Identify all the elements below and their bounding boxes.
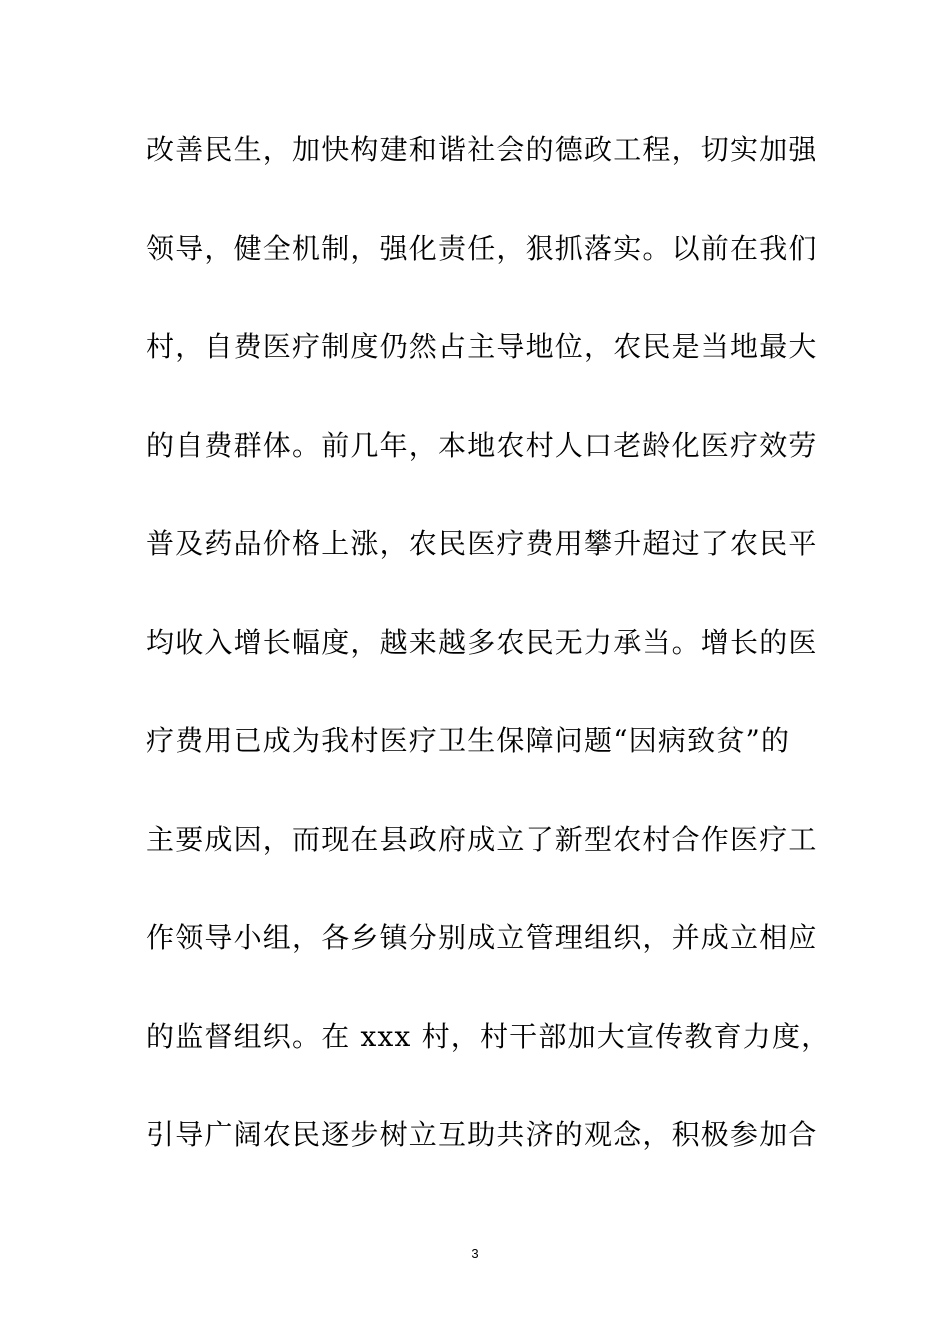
text-line: 均收入增长幅度，越来越多农民无力承当。增长的医 [146, 625, 818, 659]
text-line: 疗费用已成为我村医疗卫生保障问题“因病致贫”的 [146, 724, 791, 757]
text-line: 普及药品价格上涨，农民医疗费用攀升超过了农民平 [146, 527, 818, 560]
body-text [146, 128, 831, 1212]
text-line: 引导广阔农民逐步树立互助共济的观念，积极参加合 [146, 1118, 818, 1151]
text-line: 作领导小组，各乡镇分别成立管理组织，并成立相应 [146, 921, 818, 954]
text-line: 领导，健全机制，强化责任，狠抓落实。以前在我们 [146, 231, 818, 265]
text-line: 改善民生，加快构建和谐社会的德政工程，切实加强 [146, 133, 818, 166]
text-line: 的监督组织。在 xxx 村，村干部加大宣传教育力度， [146, 1019, 831, 1053]
text-line: 的自费群体。前几年，本地农村人口老龄化医疗效劳 [146, 428, 818, 462]
text-line: 村，自费医疗制度仍然占主导地位，农民是当地最大 [146, 330, 818, 363]
text-line: 主要成因，而现在县政府成立了新型农村合作医疗工 [146, 822, 818, 856]
page-number: 3 [471, 1246, 479, 1261]
